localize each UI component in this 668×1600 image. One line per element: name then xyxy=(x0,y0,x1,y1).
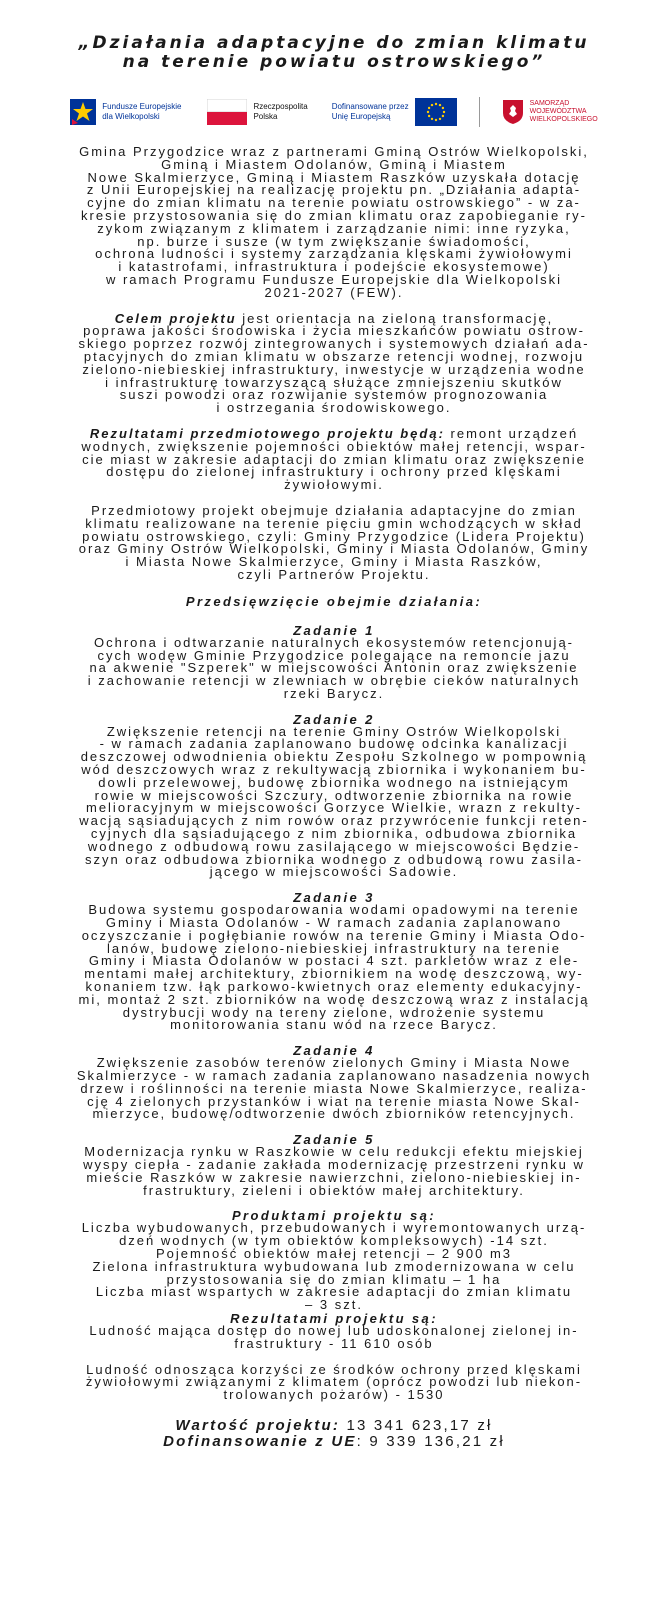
tasks-list xyxy=(16,624,652,1198)
task-line: Gminy i Miasta Odolanów w postaci 4 szt. parkletów wraz z ele- xyxy=(88,953,580,969)
logo-fe-line1: Fundusze Europejskie xyxy=(102,102,182,111)
logo-ue-line1: Dofinansowane przez xyxy=(331,102,409,111)
scope-lines xyxy=(16,502,652,582)
results-intro-paragraph xyxy=(16,425,652,493)
actions-heading: Przedsięwzięcie obejmie działania: xyxy=(185,593,483,609)
goal-line: ptacyjnych do zmian klimatu w obszarze retencji wodnej, rozwoju xyxy=(83,348,585,364)
task-line: lanów, budowę zielono-niebieskiej infrastruktury na terenie xyxy=(106,940,562,956)
task-line: jącego w miejscowości Sadowie. xyxy=(209,864,459,880)
fe-star-icon xyxy=(70,99,96,125)
scope-line: klimatu realizowane na terenie pięciu gmin wchodzących w skład xyxy=(85,515,583,531)
logo-fe-line2: dla Wielkopolski xyxy=(102,112,160,121)
task-line: wyspy ciepła - zadanie zakłada modernizację przestrzeni rynku w xyxy=(83,1157,585,1172)
scope-line: powiatu ostrowskiego, czyli: Gminy Przygodzice (Lidera Projektu) xyxy=(82,528,586,544)
goal-line: skiego poprzez rozwój zintegrowanych i systemowych działań ada- xyxy=(78,336,590,352)
intro-line: np. burze i susze (w tym zwiększanie świadomości, xyxy=(137,233,531,249)
eu-funding-amount: : 9 339 136,21 zł xyxy=(356,1432,505,1450)
logo-sw-line3: WIELKOPOLSKIEGO xyxy=(529,116,598,123)
project-value-line xyxy=(16,1418,652,1434)
product-line: dzeń wodnych (w tym obiektów kompleksowych) -14 szt. xyxy=(119,1233,549,1249)
task-line: frastruktury, zieleni i obiektów małej architektury. xyxy=(143,1182,525,1198)
products-lines xyxy=(16,1222,652,1312)
products-heading: Produktami projektu są: xyxy=(231,1208,436,1224)
task-line: konaniem tzw. łąk parkowo-kwietnych oraz elementy edukacyjny- xyxy=(85,979,583,995)
intro-line: cyjne do zmian klimatu na terenie powiatu ostrowskiego” - w za- xyxy=(87,195,581,211)
task-line: - w ramach zadania zaplanowano budowę odcinka kanalizacji xyxy=(99,736,569,752)
task-line: Budowa systemu gospodarowania wodami opadowymi na terenie xyxy=(88,902,580,918)
intro-line: 2021-2027 (FEW). xyxy=(264,284,404,300)
task-line: na akwenie "Szperek" w miejscowości Antonin oraz zwiększenie xyxy=(89,660,579,676)
wielkopolska-crest-icon xyxy=(502,99,524,125)
poland-flag-icon xyxy=(207,99,247,125)
task-line: drzew i roślinności na terenie miasta Nowe Skalmierzyce, realiza- xyxy=(80,1080,588,1096)
task-line: Zwiększenie zasobów terenów zielonych Gminy i Miasta Nowe xyxy=(96,1055,572,1071)
result-line: Ludność odnosząca korzyści ze środków ochrony przed klęskami xyxy=(86,1361,582,1377)
goal-line: i infrastrukturę towarzyszącą służące zmniejszeniu skutków xyxy=(105,374,563,390)
logo-samorzad-wielkopolski xyxy=(502,99,598,125)
intro-line: Gmina Przygodzice wraz z partnerami Gminą Ostrów Wielkopolski, xyxy=(79,144,589,159)
task-line: Ochrona i odtwarzanie naturalnych ekosystemów retencjonują- xyxy=(93,634,575,650)
poster-body xyxy=(16,146,652,1450)
poster-title xyxy=(16,34,652,72)
goal-line: i ostrzegania środowiskowego. xyxy=(216,400,452,416)
task-line: szyn oraz odbudowa zbiornika wodnego z odbudową rowu zasila- xyxy=(85,851,583,867)
results-section xyxy=(16,1312,652,1402)
scope-line: oraz Gminy Ostrów Wielkopolski, Gminy i Miasta Odolanów, Gminy xyxy=(78,541,590,557)
task-line: wacją sąsiadujących z nim rowów oraz przywrócenie funkcji reten- xyxy=(79,813,589,829)
task-line: i zachowanie retencji w zlewniach w obrębie cieków naturalnych xyxy=(87,673,581,689)
scope-line: czyli Partnerów Projektu. xyxy=(237,566,431,582)
eu-funding-line xyxy=(16,1434,652,1450)
goal-line: suszi powodzi oraz rozwijanie systemów prognozowania xyxy=(119,387,549,403)
task-line: Modernizacja rynku w Raszkowie w celu redukcji efektu miejskiej xyxy=(84,1144,584,1160)
task-title: Zadanie 5 xyxy=(293,1132,375,1148)
results-lines-b xyxy=(16,1361,652,1403)
task-line: wód deszczowych wraz z rekultywacją zbiornika i wykonaniem bu- xyxy=(81,762,587,778)
title-line-1: „Działania adaptacyjne do zmian klimatu xyxy=(78,33,590,53)
logo-rzeczpospolita xyxy=(207,99,307,125)
task-line: deszczowej odwodnienia obiektu Zespołu Szkolnego w pompownią xyxy=(80,749,588,765)
task-line: rowie w miejscowości Szczury, odtworzenie zbiornika na rowie xyxy=(94,787,574,803)
results-intro-line: wodnych, zwiększenie pojemności obiektów małej retencji, wspar- xyxy=(81,438,587,454)
goal-line: zielono-niebieskiej infrastruktury, inwestycje w urządzenia wodne xyxy=(82,361,586,377)
results-intro-label: Rezultatami przedmiotowego projektu będą: xyxy=(89,425,445,441)
task-line: cyjnych dla sąsiadującego z nim zbiornika, odbudowa zbiornika xyxy=(90,826,578,842)
project-value-amount: 13 341 623,17 zł xyxy=(340,1416,493,1434)
results-intro-line: cie miast w zakresie adaptacji do zmian klimatu oraz zwiększenie xyxy=(82,451,586,467)
task-block-5 xyxy=(16,1133,652,1197)
result-line: frastruktury - 11 610 osób xyxy=(234,1335,434,1351)
task-line: mieście Raszków w zakresie nawierzchni, zielono-niebieskiej in- xyxy=(86,1169,582,1185)
task-line: dystrybucji wody na tereny zielone, wdrożenie systemu xyxy=(122,1004,546,1020)
task-title: Zadanie 4 xyxy=(293,1043,375,1059)
task-title: Zadanie 3 xyxy=(293,890,375,906)
results-lines-a xyxy=(16,1322,652,1351)
title-line-2: na terenie powiatu ostrowskiego” xyxy=(122,52,546,72)
task-line: rzeki Barycz. xyxy=(283,685,385,701)
task-line: Skalmierzyce - w ramach zadania zaplanowano nasadzenia nowych xyxy=(76,1068,592,1084)
intro-lines xyxy=(16,146,652,300)
goal-paragraph xyxy=(16,310,652,416)
results-intro-line: dostępu do zielonej infrastruktury i ochrony przed klęskami xyxy=(106,464,562,480)
goal-label: Celem projektu xyxy=(114,310,237,326)
logo-rp-line2: Polska xyxy=(253,112,278,121)
product-line: Liczba wybudowanych, przebudowanych i wyremontowanych urzą- xyxy=(81,1220,587,1236)
product-line: – 3 szt. xyxy=(305,1297,363,1313)
task-block-1 xyxy=(16,624,652,701)
task-block-4 xyxy=(16,1044,652,1121)
logo-divider xyxy=(479,97,480,127)
funding-logos-bar xyxy=(16,92,652,132)
intro-line: i katastrofami, infrastruktura i podejście ekosystemowe) xyxy=(118,259,550,275)
logo-sw-line1: SAMORZĄD xyxy=(529,100,570,107)
product-line: przystosowania się do zmian klimatu – 1 ha xyxy=(166,1271,502,1287)
intro-line: Nowe Skalmierzyce, Gminą i Miastem Raszków uzyskała dotację xyxy=(87,169,581,185)
task-line: cych wodęw Gminie Przygodzice polegające na remoncie jazu xyxy=(97,647,571,663)
logo-ue-line2: Unię Europejską xyxy=(331,112,391,121)
intro-line: z Unii Europejskiej na realizację projektu pn. „Działania adapta- xyxy=(86,182,582,198)
task-line: monitorowania stanu wód na rzece Barycz. xyxy=(170,1017,498,1033)
task-title: Zadanie 1 xyxy=(293,622,375,638)
scope-line: i Miasta Nowe Skalmierzyce, Gminy i Miasta Raszków, xyxy=(125,554,543,570)
product-line: Zielona infrastruktura wybudowana lub zmodernizowana w celu xyxy=(92,1258,576,1274)
logo-fundusze-europejskie xyxy=(70,99,181,125)
task-block-2 xyxy=(16,713,652,880)
scope-line: Przedmiotowy projekt obejmuje działania adaptacyjne do zmian xyxy=(91,502,577,518)
scope-paragraph xyxy=(16,502,652,582)
product-line: Pojemność obiektów małej retencji – 2 900 m3 xyxy=(155,1245,513,1261)
task-block-3 xyxy=(16,891,652,1032)
intro-line: w ramach Programu Fundusze Europejskie dla Wielkopolski xyxy=(105,271,563,287)
eu-funding-label: Dofinansowanie z UE xyxy=(163,1432,357,1450)
result-line: trolowanych pożarów) - 1530 xyxy=(223,1387,445,1403)
intro-line: ochrona ludności i systemy zarządzania klęskami żywiołowymi xyxy=(95,246,573,262)
task-line: melioracyjnym w miejscowości Gorzyce Wielkie, wrazn z rekulty- xyxy=(85,800,583,816)
results-intro-first-rest: remont urządzeń xyxy=(444,425,579,441)
intro-line: kresie przystosowania się do zmian klimatu oraz zapobieganie ry- xyxy=(81,207,587,223)
goal-line: poprawa jakości środowiska i życia mieszkańców powiatu ostrow- xyxy=(83,323,585,339)
task-line: mentami małej architektury, zbiornikiem na wodę deszczową, wy- xyxy=(84,966,584,982)
task-line: cję 4 zielonych przystanków i wiat na terenie miasta Nowe Skal- xyxy=(87,1093,581,1109)
intro-line: zykom związanym z klimatem i zarządzanie nimi: inne ryzyka, xyxy=(97,220,571,236)
result-line: żywiołowymi związanymi z klimatem (oprócz powodzi lub niekon- xyxy=(85,1374,583,1390)
task-line: Zwiększenie retencji na terenie Gminy Ostrów Wielkopolski xyxy=(106,723,562,739)
intro-line: Gminą i Miastem Odolanów, Gminą i Miastem xyxy=(161,156,507,172)
task-line: wodnego z odbudową rowu zasilającego w miejscowości Będzie- xyxy=(87,838,581,854)
eu-flag-icon xyxy=(415,98,457,126)
task-line: mierzyce, budowę/odtworzenie dwóch zbiorników retencyjnych. xyxy=(92,1106,576,1122)
task-line: mi, montaż 2 szt. zbiorników na wodę deszczową wraz z instalacją xyxy=(78,991,590,1007)
goal-lines xyxy=(16,325,652,415)
products-section xyxy=(16,1209,652,1312)
task-title: Zadanie 2 xyxy=(293,711,375,727)
task-line: dowli przelewowej, budowę zbiornika wodnego na istniejącym xyxy=(98,774,570,790)
results-heading: Rezultatami projektu są: xyxy=(230,1310,438,1326)
goal-first-rest: jest orientacja na zieloną transformację, xyxy=(236,310,554,326)
task-line: oczyszczanie i pogłębianie rowów na terenie Gminy i Miasta Odo- xyxy=(81,927,587,943)
logo-unia-europejska xyxy=(332,98,457,126)
intro-paragraph xyxy=(16,146,652,300)
actions-heading-block xyxy=(16,595,652,608)
product-line: Liczba miast wspartych w zakresie adaptacji do zmian klimatu xyxy=(95,1284,573,1300)
task-line: Gminy i Miasta Odolanów - W ramach zadania zaplanowano xyxy=(105,915,563,931)
results-intro-lines xyxy=(16,438,652,493)
result-line: Ludność mająca dostęp do nowej lub udoskonalonej zielonej in- xyxy=(89,1322,579,1338)
results-intro-line: żywiołowymi. xyxy=(284,477,384,493)
logo-rp-line1: Rzeczpospolita xyxy=(253,102,308,111)
project-value-label: Wartość projektu: xyxy=(175,1416,341,1434)
logo-sw-line2: WOJEWÓDZTWA xyxy=(529,108,587,115)
